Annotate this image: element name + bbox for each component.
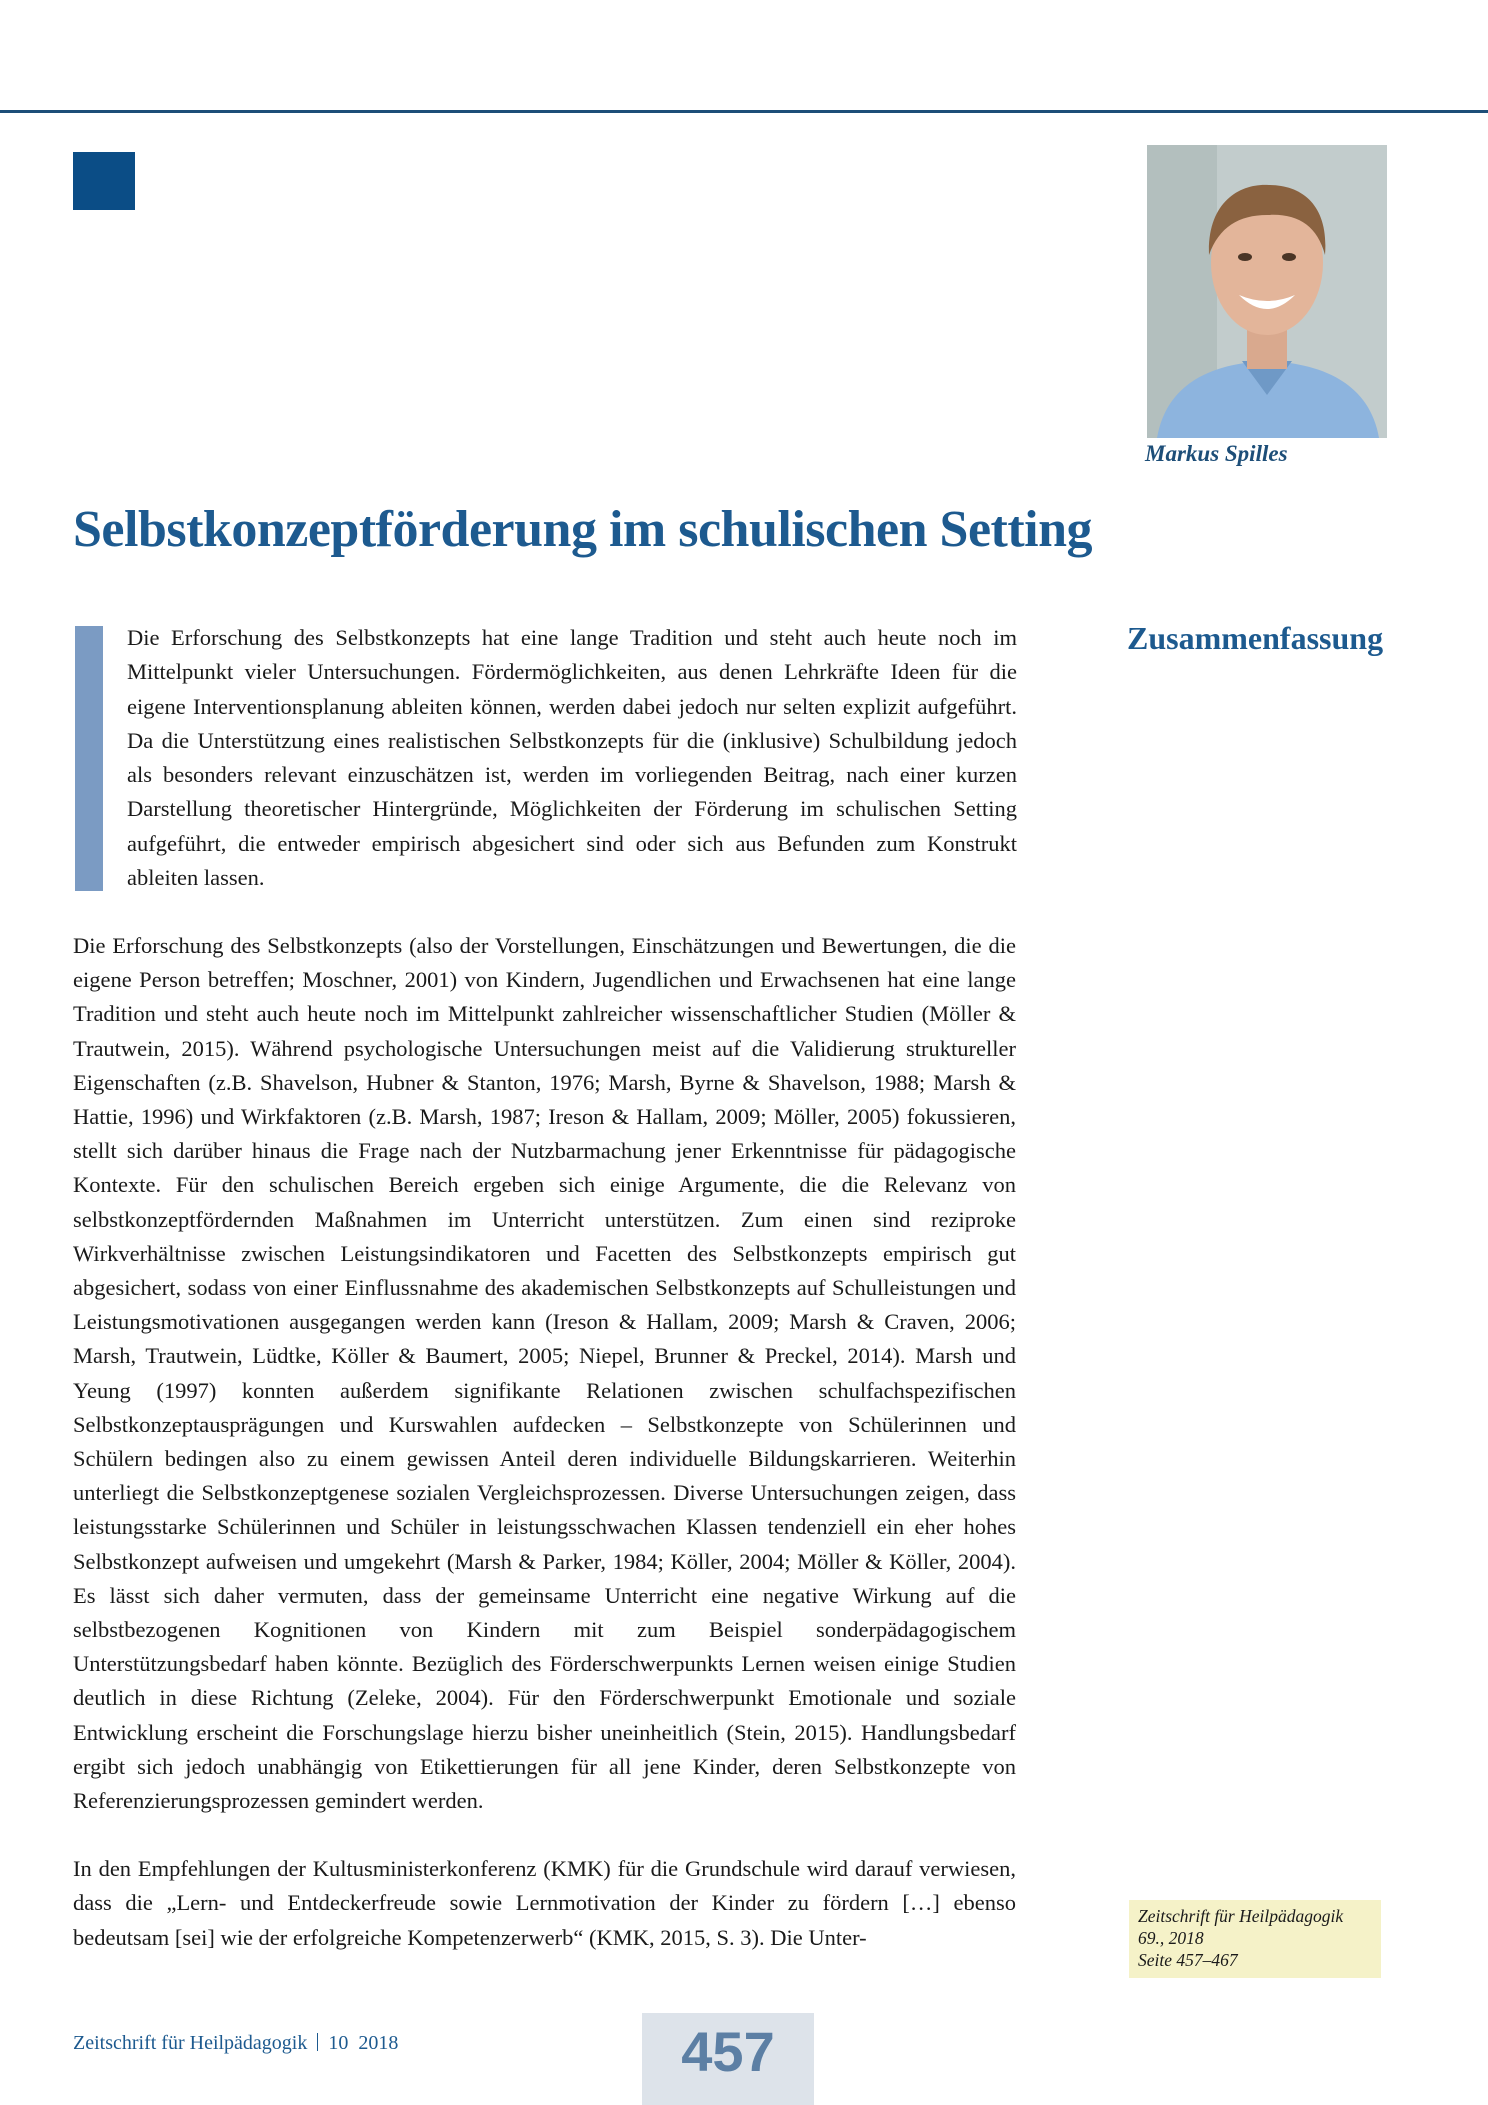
citation-pages: Seite 457–467 — [1138, 1950, 1238, 1970]
top-rule — [0, 110, 1488, 113]
footer-issue: 10 2018 — [328, 2032, 399, 2054]
citation-volume: 69., 2018 — [1138, 1928, 1204, 1948]
citation-journal: Zeitschrift für Heilpädagogik — [1138, 1906, 1344, 1926]
section-marker — [73, 152, 135, 210]
footer-journal — [73, 2032, 398, 2055]
body-paragraph-2: In den Empfehlungen der Kultusministerkonferenz (KMK) für die Grundschule wird darauf verwiesen, dass die „Lern- und Entdeckerfreude sowie Lernmotivation der Kinder zu fördern […] ebenso bedeutsam [sei] wie der erfolgreiche Kompetenzerwerb“ (KMK, 2015, S. 3). Die Unter- — [73, 1856, 1016, 1950]
portrait-image — [1147, 145, 1387, 438]
body-paragraph-1: Die Erforschung des Selbstkonzepts (also der Vorstellungen, Einschätzungen und Bewertungen, die die eigene Person betreffen; Moschner, 2001) von Kindern, Jugendlichen und Erwachsenen hat eine lange Tradition und steht auch heute noch im Mittelpunkt zahlreicher wissenschaftlicher Studien (Möller & Trautwein, 2015). Während psychologische Untersuchungen meist auf die Validierung struktureller Eigenschaften (z.B. Shavelson, Hubner & Stanton, 1976; Marsh, Byrne & Shavelson, 1988; Marsh & Hattie, 1996) und Wirkfaktoren (z.B. Marsh, 1987; Ireson & Hallam, 2009; Möller, 2005) fokussieren, stellt sich darüber hinaus die Frage nach der Nutzbarmachung jener Erkenntnisse für pädagogische Kontexte. Für den schulischen Bereich ergeben sich einige Argumente, die die Relevanz von selbstkonzeptfördernden Maßnahmen im Unterricht unterstützen. Zum einen sind reziproke Wirkverhältnisse zwischen Leistungsindikatoren und Facetten des Selbstkonzepts empirisch gut abgesichert, sodass von einer Einflussnahme des akademischen Selbstkonzepts auf Schulleistungen und Leistungsmotivationen ausgegangen werden kann (Ireson & Hallam, 2009; Marsh & Craven, 2006; Marsh, Trautwein, Lüdtke, Köller & Baumert, 2005; Niepel, Brunner & Preckel, 2014). Marsh und Yeung (1997) konnten außerdem signifikante Relationen zwischen schulfachspezifischen Selbstkonzeptausprägungen und Kurswahlen aufdecken – Selbstkonzepte von Schülerinnen und Schülern bedingen also zu einem gewissen Anteil deren individuelle Bildungskarrieren. Weiterhin unterliegt die Selbstkonzeptgenese sozialen Vergleichsprozessen. Diverse Untersuchungen zeigen, dass leistungsstarke Schülerinnen und Schüler in leistungsschwachen Klassen tendenziell ein eher hohes Selbstkonzept aufweisen und umgekehrt (Marsh & Parker, 1984; Köller, 2004; Möller & Köller, 2004). Es lässt sich daher vermuten, dass der gemeinsame Unterricht eine negative Wirkung auf die selbstbezogenen Kognitionen von Kindern mit zum Beispiel sonderpädagogischem Unterstützungsbedarf haben könnte. Bezüglich des Förderschwerpunkts Lernen weisen einige Studien deutlich in diese Richtung (Zeleke, 2004). Für den Förderschwerpunkt Emotionale und soziale Entwicklung erscheint die Forschungslage hierzu bisher uneinheitlich (Stein, 2015). Handlungsbedarf ergibt sich jedoch unabhängig von Etikettierungen für all jene Kinder, deren Selbstkonzepte von Referenzierungsprozessen gemindert werden. — [73, 933, 1016, 1814]
page-number: 457 — [681, 2020, 775, 2083]
author-photo — [1147, 145, 1387, 438]
abstract-text: Die Erforschung des Selbstkonzepts hat eine lange Tradition und steht auch heute noch im Mittelpunkt vieler Untersuchungen. Fördermöglichkeiten, aus denen Lehrkräfte Ideen für die eigene Interventionsplanung ableiten können, werden dabei jedoch nur selten explizit aufgeführt. Da die Unterstützung eines realistischen Selbstkonzepts für die (inklusive) Schulbildung jedoch als besonders relevant einzuschätzen ist, werden im vorliegenden Beitrag, nach einer kurzen Darstellung theoretischer Hintergründe, Möglichkeiten der Förderung im schulischen Setting aufgeführt, die entweder empirisch abgesichert sind oder sich aus Befunden zum Konstrukt ableiten lassen. — [127, 625, 1017, 891]
citation-box — [1129, 1900, 1381, 1978]
author-name: Markus Spilles — [1145, 441, 1288, 466]
article-body — [73, 929, 1016, 1955]
article-title: Selbstkonzeptförderung im schulischen Setting — [73, 501, 1093, 558]
page-number-box — [642, 2013, 814, 2105]
footer-separator — [317, 2033, 318, 2051]
abstract-heading: Zusammenfassung — [1127, 620, 1384, 656]
abstract-bar — [75, 626, 103, 891]
footer-journal-name: Zeitschrift für Heilpädagogik — [73, 2032, 308, 2054]
